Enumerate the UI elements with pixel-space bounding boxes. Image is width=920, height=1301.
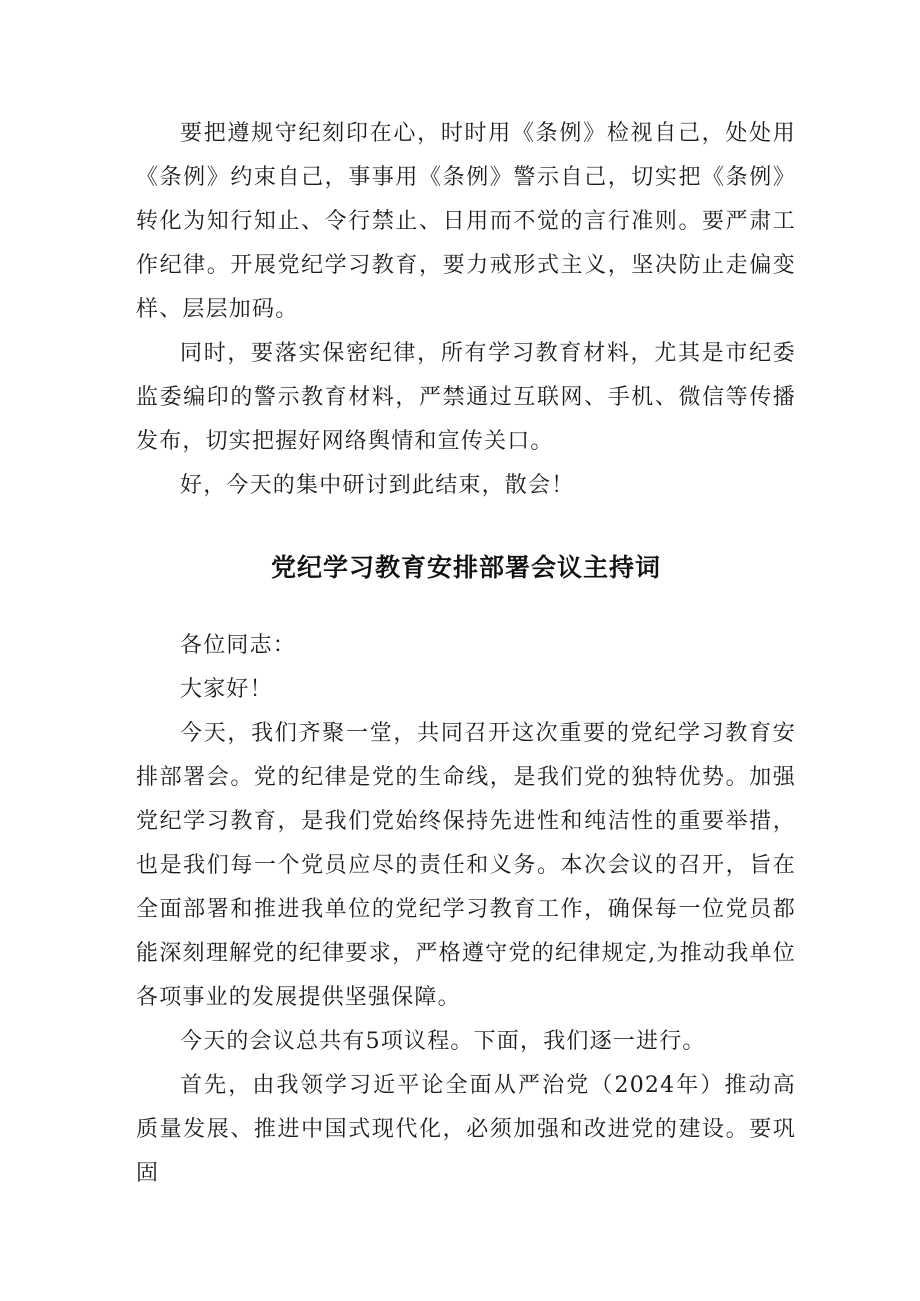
paragraph-opening-remarks: 今天，我们齐聚一堂，共同召开这次重要的党纪学习教育安排部署会。党的纪律是党的生命线，是我们党的独特优势。加强党纪学习教育，是我们党始终保持先进性和纯洁性的重要举措，也是我们每一个党员应尽的责任和义务。本次会议的召开，旨在全面部署和推进我单位的党纪学习教育工作，确保每一位党员都能深刻理解党的纪律要求，严格遵守党的纪律规定,为推动我单位各项事业的发展提供坚强保障。	[136, 721, 796, 1010]
paragraph-greeting: 大家好！	[180, 677, 273, 702]
document-body	[136, 112, 796, 1196]
paragraph-first-item: 首先，由我领学习近平论全面从严治党（2024年）推动高质量发展、推进中国式现代化，必须加强和改进党的建设。要巩固	[136, 1073, 796, 1186]
paragraph-discipline-rules: 要把遵规守纪刻印在心，时时用《条例》检视自己，处处用《条例》约束自己，事事用《条例》警示自己，切实把《条例》转化为知行知止、令行禁止、日用而不觉的言行准则。要严肃工作纪律。开展党纪学习教育，要力戒形式主义，坚决防止走偏变样、层层加码。	[136, 121, 796, 322]
paragraph-closing: 好，今天的集中研讨到此结束，散会！	[180, 473, 575, 498]
document-title: 党纪学习教育安排部署会议主持词	[270, 553, 661, 582]
paragraph-salutation: 各位同志：	[180, 633, 297, 658]
paragraph-confidentiality: 同时，要落实保密纪律，所有学习教育材料，尤其是市纪委监委编印的警示教育材料，严禁通过互联网、手机、微信等传播发布，切实把握好网络舆情和宣传关口。	[136, 341, 796, 454]
paragraph-agenda: 今天的会议总共有5项议程。下面，我们逐一进行。	[180, 1029, 706, 1054]
